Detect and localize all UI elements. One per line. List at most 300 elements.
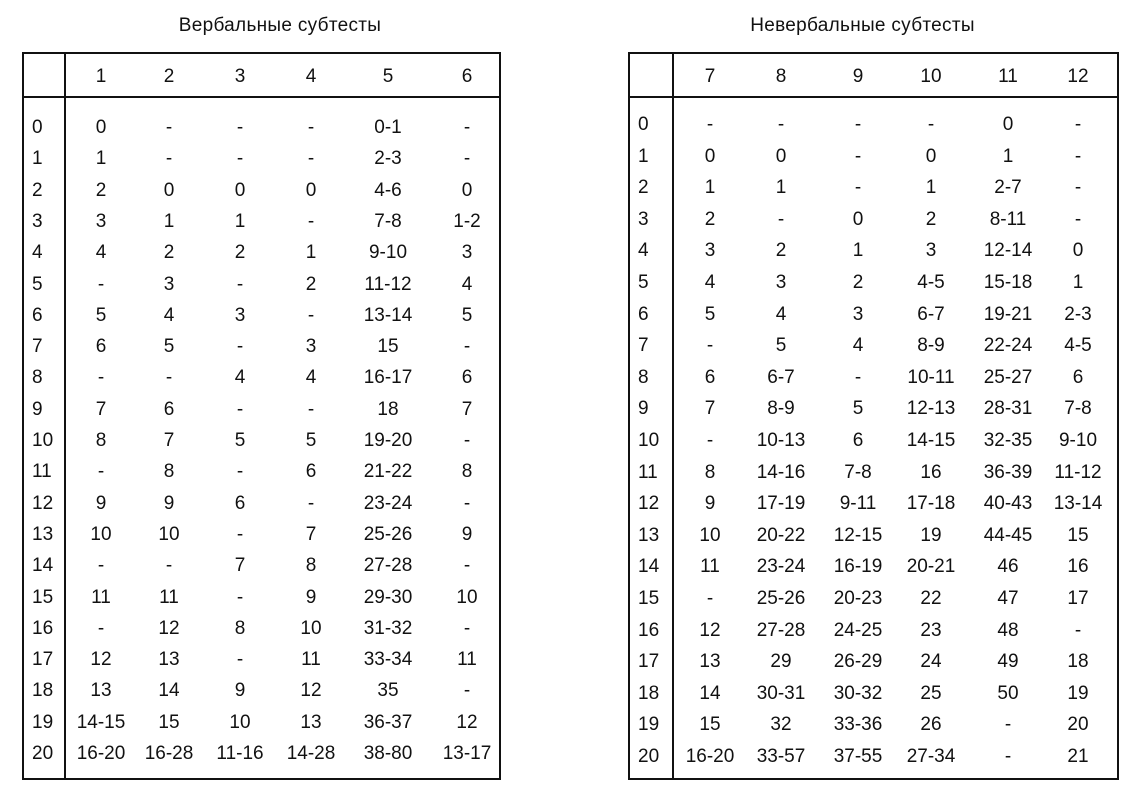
verbal-table-cell: 7-8	[374, 210, 402, 232]
verbal-table-cell: 6	[95, 336, 107, 358]
nonverbal-table-cell: 37-55	[833, 746, 883, 767]
nonverbal-table-cell: 0	[775, 145, 787, 167]
nonverbal-table-cell: 21	[1067, 746, 1089, 767]
verbal-table-cell: 13	[300, 711, 322, 733]
nonverbal-table-cell: 0	[1072, 240, 1084, 262]
verbal-table-cell: 7	[461, 398, 473, 420]
nonverbal-table-cell: 4	[704, 272, 716, 293]
verbal-table-cell: -	[236, 117, 244, 138]
verbal-table-cell: 10	[158, 523, 180, 545]
nonverbal-table-cell: 14-16	[756, 461, 806, 483]
verbal-table-cell: 4	[234, 367, 246, 389]
verbal-table-cell: 1	[163, 210, 175, 232]
verbal-table-cell: -	[236, 398, 244, 420]
verbal-table-cell: 1	[305, 242, 317, 264]
verbal-table-cell: 16-17	[363, 367, 413, 389]
verbal-table-cell: 8	[163, 461, 175, 483]
verbal-table-cell: -	[165, 555, 173, 577]
verbal-table-cell: -	[97, 617, 105, 639]
verbal-table-cell: 21-22	[363, 461, 413, 483]
nonverbal-table-cell: -	[706, 430, 714, 451]
verbal-table-cell: -	[463, 117, 471, 138]
verbal-row-label: 10	[32, 430, 54, 451]
verbal-table-cell: -	[97, 555, 105, 577]
nonverbal-table-cell: 5	[704, 303, 716, 325]
nonverbal-table-cell: 28-31	[983, 398, 1033, 420]
nonverbal-row-label: 4	[638, 240, 649, 262]
nonverbal-table-cell: -	[1004, 714, 1012, 736]
verbal-table-cell: 4	[95, 242, 107, 264]
nonverbal-table-cell: 16-19	[833, 556, 883, 578]
verbal-table-cell: 4	[163, 304, 175, 326]
nonverbal-table-cell: 17-19	[756, 493, 806, 515]
nonverbal-row-label: 19	[638, 714, 660, 736]
verbal-table-cell: 12	[300, 680, 322, 702]
verbal-table-cell: 8	[234, 617, 246, 639]
verbal-table-cell: 14-28	[286, 743, 336, 764]
nonverbal-table-cell: 47	[997, 588, 1019, 609]
nonverbal-table-cell: 8-9	[917, 335, 945, 357]
nonverbal-table-cell: 1	[1072, 272, 1084, 293]
verbal-table-cell: 7	[95, 398, 107, 420]
nonverbal-table-cell: -	[1074, 208, 1082, 230]
nonverbal-table-cell: 23	[920, 619, 942, 641]
verbal-row-label: 7	[32, 336, 43, 358]
verbal-table-cell: -	[463, 617, 471, 639]
nonverbal-table-cell: 20-22	[756, 524, 806, 546]
nonverbal-table-cell: 3	[775, 272, 787, 293]
nonverbal-table-cell: 30-32	[833, 682, 883, 704]
verbal-table-cell: 3	[163, 273, 175, 295]
verbal-table-cell: 10	[229, 711, 251, 733]
verbal-table-cell: -	[236, 523, 244, 545]
nonverbal-table-cell: 6	[1072, 366, 1084, 388]
nonverbal-table-cell: 46	[997, 556, 1019, 578]
verbal-table-cell: 1	[234, 210, 246, 232]
nonverbal-table-cell: 17	[1067, 588, 1089, 609]
nonverbal-table-cell: 25-26	[756, 588, 806, 609]
verbal-table-cell: 13-17	[442, 743, 492, 764]
verbal-table-cell: 9	[234, 680, 246, 702]
verbal-table-cell: 11-16	[216, 743, 264, 764]
nonverbal-table-cell: 33-57	[756, 746, 806, 767]
verbal-table-cell: 2	[305, 273, 317, 295]
verbal-row-label: 13	[32, 523, 54, 545]
verbal-table-cell: 6	[461, 367, 473, 389]
verbal-table-cell: 14-15	[76, 711, 126, 733]
nonverbal-table	[628, 52, 1119, 780]
verbal-table-cell: 33-34	[363, 649, 413, 671]
verbal-table-cell: 4	[461, 273, 473, 295]
verbal-table-cell: -	[463, 430, 471, 451]
verbal-table-cell: 5	[461, 304, 473, 326]
nonverbal-table-cell: 32	[770, 714, 792, 736]
verbal-table-cell: 11-12	[364, 273, 412, 295]
verbal-row-label: 14	[32, 555, 54, 577]
nonverbal-table-cell: 12-14	[983, 240, 1033, 262]
verbal-row-label: 0	[32, 117, 43, 138]
nonverbal-table-cell: 11-12	[1054, 461, 1102, 483]
nonverbal-table-cell: 11	[700, 556, 720, 578]
verbal-table-cell: 9	[305, 586, 317, 608]
verbal-table-cell: -	[165, 148, 173, 170]
verbal-table-cell: 8	[461, 461, 473, 483]
verbal-table-cell: 19-20	[363, 430, 413, 451]
verbal-table-cell: 13	[158, 649, 180, 671]
verbal-table-cell: 12	[456, 711, 478, 733]
nonverbal-table-cell: -	[1074, 177, 1082, 199]
verbal-table-cell: 4-6	[374, 179, 402, 201]
verbal-table-cell: 1-2	[453, 210, 481, 232]
verbal-table-cell: 13-14	[363, 304, 413, 326]
verbal-table-cell: 27-28	[363, 555, 413, 577]
verbal-table-cell: 14	[158, 680, 180, 702]
nonverbal-table-cell: 19	[920, 524, 942, 546]
verbal-table-cell: 31-32	[363, 617, 413, 639]
verbal-column-header: 1	[95, 66, 107, 87]
verbal-table-cell: 0-1	[374, 117, 402, 138]
nonverbal-table-cell: -	[1074, 145, 1082, 167]
nonverbal-table-cell: 27-28	[756, 619, 806, 641]
verbal-column-header: 5	[382, 66, 394, 87]
nonverbal-row-label: 17	[638, 651, 660, 673]
nonverbal-table-cell: 2-3	[1064, 303, 1092, 325]
verbal-table-cell: 11	[159, 586, 179, 608]
verbal-column-header: 4	[305, 66, 317, 87]
verbal-table-cell: 38-80	[363, 743, 413, 764]
verbal-table-cell: 29-30	[363, 586, 413, 608]
nonverbal-table-cell: 15-18	[983, 272, 1033, 293]
verbal-table-cell: 6	[234, 492, 246, 514]
verbal-row-label: 3	[32, 210, 43, 232]
nonverbal-table-cell: 50	[997, 682, 1019, 704]
nonverbal-row-label: 13	[638, 524, 660, 546]
verbal-table-cell: -	[165, 117, 173, 138]
nonverbal-title: Невербальные субтесты	[750, 15, 975, 36]
verbal-header-divider	[24, 96, 499, 98]
verbal-table-cell: 9	[163, 492, 175, 514]
nonverbal-row-label: 2	[638, 177, 649, 199]
verbal-table-cell: 5	[234, 430, 246, 451]
verbal-row-label: 19	[32, 711, 54, 733]
verbal-table-cell: -	[463, 148, 471, 170]
verbal-table-cell: 35	[377, 680, 399, 702]
verbal-column-header: 3	[234, 66, 246, 87]
nonverbal-table-cell: 22	[920, 588, 942, 609]
nonverbal-table-cell: 2	[775, 240, 787, 262]
verbal-table-cell: -	[97, 367, 105, 389]
nonverbal-header-divider	[630, 96, 1117, 98]
nonverbal-table-cell: -	[777, 114, 785, 135]
verbal-table-cell: 2	[234, 242, 246, 264]
verbal-table-cell: 36-37	[363, 711, 413, 733]
verbal-table-cell: 12	[158, 617, 180, 639]
verbal-row-label: 6	[32, 304, 43, 326]
nonverbal-table-cell: 2	[925, 208, 937, 230]
verbal-row-label: 12	[32, 492, 54, 514]
nonverbal-table-cell: 5	[775, 335, 787, 357]
nonverbal-table-cell: 4	[852, 335, 864, 357]
nonverbal-table-cell: 3	[852, 303, 864, 325]
nonverbal-row-label: 12	[638, 493, 660, 515]
nonverbal-table-cell: 2	[704, 208, 716, 230]
nonverbal-table-cell: 29	[770, 651, 792, 673]
verbal-table-cell: 5	[305, 430, 317, 451]
verbal-table-cell: 11	[91, 586, 111, 608]
nonverbal-table-cell: 9	[704, 493, 716, 515]
verbal-table	[22, 52, 501, 780]
verbal-table-cell: 16-28	[144, 743, 194, 764]
verbal-table-cell: -	[463, 336, 471, 358]
verbal-table-cell: -	[236, 586, 244, 608]
verbal-table-cell: 6	[305, 461, 317, 483]
nonverbal-table-cell: -	[1074, 619, 1082, 641]
nonverbal-table-cell: 1	[925, 177, 937, 199]
nonverbal-table-cell: 1	[852, 240, 864, 262]
verbal-table-cell: -	[463, 492, 471, 514]
nonverbal-table-cell: 19-21	[983, 303, 1033, 325]
nonverbal-table-cell: 7	[704, 398, 716, 420]
verbal-row-label: 5	[32, 273, 43, 295]
verbal-row-label: 18	[32, 680, 54, 702]
nonverbal-table-cell: 7-8	[1064, 398, 1092, 420]
nonverbal-table-cell: 16	[920, 461, 942, 483]
nonverbal-table-cell: 27-34	[906, 746, 956, 767]
verbal-table-cell: 9-10	[368, 242, 408, 264]
verbal-table-cell: 25-26	[363, 523, 413, 545]
verbal-table-cell: 6	[163, 398, 175, 420]
verbal-column-header: 6	[461, 66, 473, 87]
nonverbal-table-cell: 15	[699, 714, 721, 736]
verbal-table-cell: -	[463, 680, 471, 702]
verbal-table-cell: 11	[457, 649, 477, 671]
nonverbal-table-cell: 12	[699, 619, 721, 641]
verbal-table-cell: 2	[95, 179, 107, 201]
verbal-table-cell: 0	[305, 179, 317, 201]
nonverbal-table-cell: 1	[1002, 145, 1014, 167]
nonverbal-table-cell: -	[706, 114, 714, 135]
nonverbal-table-cell: 0	[852, 208, 864, 230]
nonverbal-table-cell: 24	[920, 651, 942, 673]
nonverbal-table-cell: 1	[704, 177, 716, 199]
nonverbal-table-cell: -	[706, 588, 714, 609]
nonverbal-table-cell: 10-11	[907, 366, 955, 388]
verbal-table-cell: 7	[234, 555, 246, 577]
verbal-table-cell: 3	[95, 210, 107, 232]
nonverbal-table-cell: 16-20	[685, 746, 735, 767]
nonverbal-column-header: 8	[775, 66, 787, 87]
verbal-title: Вербальные субтесты	[178, 15, 382, 36]
verbal-table-cell: -	[236, 461, 244, 483]
nonverbal-table-cell: 8-9	[767, 398, 795, 420]
verbal-table-cell: 3	[305, 336, 317, 358]
verbal-table-cell: -	[236, 273, 244, 295]
nonverbal-table-cell: 22-24	[983, 335, 1033, 357]
nonverbal-table-cell: 17-18	[906, 493, 956, 515]
nonverbal-table-cell: 4-5	[917, 272, 945, 293]
nonverbal-table-cell: -	[854, 114, 862, 135]
nonverbal-table-cell: 32-35	[983, 430, 1033, 451]
verbal-table-cell: 4	[305, 367, 317, 389]
nonverbal-table-cell: 25-27	[983, 366, 1033, 388]
nonverbal-table-cell: 9-11	[839, 493, 877, 515]
verbal-table-cell: -	[97, 273, 105, 295]
verbal-column-header: 2	[163, 66, 175, 87]
verbal-table-cell: 10	[456, 586, 478, 608]
verbal-row-label: 17	[32, 649, 54, 671]
nonverbal-row-label: 0	[638, 114, 649, 135]
verbal-table-cell: 1	[95, 148, 107, 170]
verbal-table-cell: -	[307, 492, 315, 514]
nonverbal-row-label: 7	[638, 335, 649, 357]
nonverbal-row-label: 11	[638, 461, 658, 483]
verbal-table-cell: 0	[461, 179, 473, 201]
verbal-row-label: 4	[32, 242, 43, 264]
verbal-table-cell: 23-24	[363, 492, 413, 514]
nonverbal-row-label: 9	[638, 398, 649, 420]
verbal-table-cell: 13	[90, 680, 112, 702]
nonverbal-table-cell: 23-24	[756, 556, 806, 578]
nonverbal-row-label: 3	[638, 208, 649, 230]
verbal-table-cell: 0	[163, 179, 175, 201]
nonverbal-table-cell: 8-11	[989, 208, 1027, 230]
nonverbal-row-label: 16	[638, 619, 660, 641]
nonverbal-table-cell: 4-5	[1064, 335, 1092, 357]
nonverbal-table-cell: -	[1074, 114, 1082, 135]
verbal-table-cell: 0	[234, 179, 246, 201]
nonverbal-table-cell: -	[927, 114, 935, 135]
nonverbal-column-header: 10	[920, 66, 942, 87]
nonverbal-table-cell: 1	[775, 177, 787, 199]
nonverbal-table-cell: 14-15	[906, 430, 956, 451]
nonverbal-column-header: 12	[1067, 66, 1089, 87]
nonverbal-row-label: 6	[638, 303, 649, 325]
nonverbal-table-cell: 18	[1067, 651, 1089, 673]
nonverbal-table-cell: 0	[1002, 114, 1014, 135]
nonverbal-table-cell: 49	[997, 651, 1019, 673]
nonverbal-table-cell: 36-39	[983, 461, 1033, 483]
nonverbal-table-cell: -	[854, 366, 862, 388]
nonverbal-row-label: 20	[638, 746, 660, 767]
nonverbal-table-cell: 25	[920, 682, 942, 704]
nonverbal-table-cell: 3	[925, 240, 937, 262]
verbal-table-cell: 9	[95, 492, 107, 514]
nonverbal-table-cell: 2-7	[994, 177, 1022, 199]
nonverbal-table-cell: 13	[699, 651, 721, 673]
verbal-table-cell: -	[236, 336, 244, 358]
nonverbal-table-cell: -	[706, 335, 714, 357]
nonverbal-row-label: 8	[638, 366, 649, 388]
nonverbal-table-cell: 40-43	[983, 493, 1033, 515]
verbal-table-cell: -	[307, 210, 315, 232]
nonverbal-table-cell: 5	[852, 398, 864, 420]
nonverbal-table-cell: -	[854, 177, 862, 199]
verbal-row-label: 2	[32, 179, 43, 201]
verbal-table-cell: -	[236, 148, 244, 170]
nonverbal-table-cell: 6-7	[917, 303, 945, 325]
verbal-row-label: 1	[32, 148, 43, 170]
nonverbal-table-cell: 15	[1067, 524, 1089, 546]
nonverbal-table-cell: 0	[704, 145, 716, 167]
verbal-table-cell: 10	[300, 617, 322, 639]
verbal-table-cell: -	[97, 461, 105, 483]
verbal-table-cell: 2-3	[374, 148, 402, 170]
nonverbal-column-header: 9	[852, 66, 864, 87]
nonverbal-table-cell: 12-15	[833, 524, 883, 546]
nonverbal-row-label: 5	[638, 272, 649, 293]
nonverbal-table-cell: 20-21	[906, 556, 956, 578]
verbal-row-label: 8	[32, 367, 43, 389]
nonverbal-table-cell: 7-8	[844, 461, 872, 483]
verbal-table-cell: 8	[305, 555, 317, 577]
verbal-table-cell: 2	[163, 242, 175, 264]
nonverbal-table-cell: -	[854, 145, 862, 167]
nonverbal-table-cell: 48	[997, 619, 1019, 641]
verbal-table-cell: 7	[305, 523, 317, 545]
verbal-table-cell: 16-20	[76, 743, 126, 764]
nonverbal-table-cell: 26	[920, 714, 942, 736]
nonverbal-table-cell: 44-45	[983, 524, 1033, 546]
nonverbal-table-cell: 12-13	[906, 398, 956, 420]
nonverbal-table-cell: 6-7	[767, 366, 795, 388]
nonverbal-table-cell: -	[777, 208, 785, 230]
verbal-row-label: 20	[32, 743, 54, 764]
verbal-table-cell: 18	[377, 398, 399, 420]
nonverbal-table-cell: 16	[1067, 556, 1089, 578]
nonverbal-column-header: 7	[704, 66, 716, 87]
verbal-table-cell: 15	[377, 336, 399, 358]
verbal-row-label: 16	[32, 617, 54, 639]
nonverbal-table-cell: 3	[704, 240, 716, 262]
verbal-row-label: 11	[32, 461, 52, 483]
nonverbal-table-cell: 2	[852, 272, 864, 293]
verbal-table-cell: 12	[90, 649, 112, 671]
nonverbal-table-cell: 33-36	[833, 714, 883, 736]
nonverbal-table-cell: 10	[699, 524, 721, 546]
verbal-table-cell: 8	[95, 430, 107, 451]
nonverbal-table-cell: 4	[775, 303, 787, 325]
verbal-table-cell: -	[236, 649, 244, 671]
nonverbal-table-cell: 6	[852, 430, 864, 451]
verbal-table-cell: 0	[95, 117, 107, 138]
nonverbal-row-label: 15	[638, 588, 660, 609]
verbal-table-cell: 9	[461, 523, 473, 545]
verbal-table-cell: -	[165, 367, 173, 389]
nonverbal-table-cell: -	[1004, 746, 1012, 767]
nonverbal-column-header: 11	[998, 66, 1018, 87]
verbal-table-cell: 10	[90, 523, 112, 545]
verbal-table-cell: 5	[163, 336, 175, 358]
verbal-table-cell: 3	[461, 242, 473, 264]
verbal-table-cell: 5	[95, 304, 107, 326]
nonverbal-table-cell: 6	[704, 366, 716, 388]
verbal-table-cell: 11	[301, 649, 321, 671]
nonverbal-row-label: 1	[638, 145, 649, 167]
verbal-table-cell: -	[307, 117, 315, 138]
verbal-table-cell: 15	[158, 711, 180, 733]
verbal-table-cell: -	[463, 555, 471, 577]
nonverbal-table-cell: 10-13	[756, 430, 806, 451]
nonverbal-table-cell: 24-25	[833, 619, 883, 641]
nonverbal-table-cell: 9-10	[1058, 430, 1098, 451]
verbal-table-cell: 7	[163, 430, 175, 451]
verbal-row-label: 9	[32, 398, 43, 420]
nonverbal-row-label: 18	[638, 682, 660, 704]
verbal-table-cell: 3	[234, 304, 246, 326]
nonverbal-table-cell: 0	[925, 145, 937, 167]
nonverbal-table-cell: 20-23	[833, 588, 883, 609]
nonverbal-table-cell: 19	[1067, 682, 1089, 704]
